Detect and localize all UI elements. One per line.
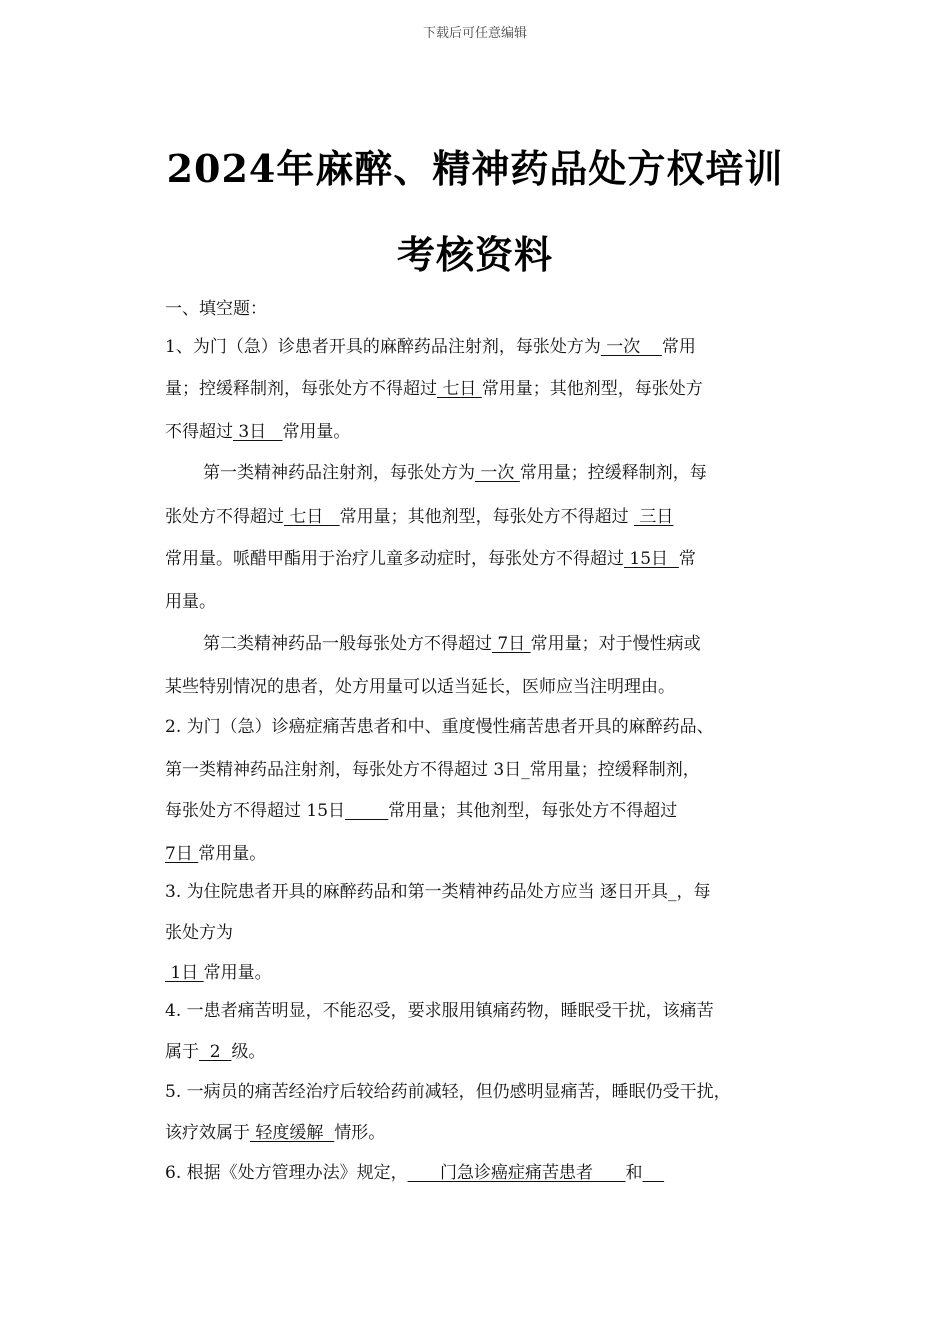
document-title-line-2: 考核资料 (396, 232, 553, 277)
q4-line-1: 4. 一患者痛苦明显，不能忍受，要求服用镇痛药物，睡眠受干扰，该痛苦 (165, 1001, 714, 1021)
q5-line-1: 5. 一病员的痛苦经治疗后较给药前减轻，但仍感明显痛苦，睡眠仍受干扰， (165, 1082, 731, 1102)
q3-line-2: 张处方为 (165, 923, 233, 943)
q1-answer-6: 三日 (634, 507, 674, 527)
q1-answer-4: 一次 (475, 463, 520, 483)
q1-para2-line-2: 张处方不得超过 七日 常用量；其他剂型，每张处方不得超过 三日 (165, 507, 674, 527)
q2-line-1: 2. 为门（急）诊癌症痛苦患者和中、重度慢性痛苦患者开具的麻醉药品、 (165, 717, 714, 737)
q6-line-1: 6. 根据《处方管理办法》规定， 门急诊癌症痛苦患者 和 (165, 1162, 795, 1184)
q1-answer-5: 七日 (284, 507, 340, 527)
q1-para2-line-3: 常用量。哌醋甲酯用于治疗儿童多动症时，每张处方不得超过 15日 常 (165, 549, 696, 569)
q1-para2-line-1: 第一类精神药品注射剂，每张处方为 一次 常用量；控缓释制剂，每 (203, 463, 707, 483)
q2-answer: 7日 (165, 844, 199, 864)
q1-answer-2: 七日 (437, 379, 482, 399)
q6-blank-2 (642, 1163, 664, 1183)
q1-para3-line-2: 某些特别情况的患者，处方用量可以适当延长，医师应当注明理由。 (165, 677, 675, 697)
q2-blank (345, 801, 388, 821)
q3-line-1: 3. 为住院患者开具的麻醉药品和第一类精神药品处方应当 逐日开具_，每 (165, 882, 711, 902)
document-title-line-1: 2024年麻醉、精神药品处方权培训 (166, 146, 784, 191)
q5-answer: 轻度缓解 (250, 1123, 335, 1143)
q6-answer-1: 门急诊癌症痛苦患者 (407, 1163, 626, 1183)
q5-line-2: 该疗效属于 轻度缓解 情形。 (165, 1123, 386, 1143)
q3-answer: 1日 (165, 963, 204, 983)
q1-answer-8: 7日 (492, 634, 531, 654)
q3-line-3: 1日 常用量。 (165, 963, 272, 983)
q1-para3-line-1: 第二类精神药品一般每张处方不得超过 7日 常用量；对于慢性病或 (203, 634, 701, 654)
q1-line-1: 1、为门（急）诊患者开具的麻醉药品注射剂，每张处方为 一次 常用 (165, 337, 696, 357)
q4-line-2: 属于 2 级。 (165, 1042, 266, 1062)
q1-line-2: 量；控缓释制剂，每张处方不得超过 七日 常用量；其他剂型，每张处方 (165, 379, 703, 399)
q1-line-3: 不得超过 3日 常用量。 (165, 422, 351, 442)
page-header: 下载后可任意编辑 (422, 26, 527, 41)
q1-answer-7: 15日 (624, 549, 679, 569)
section-heading: 一、填空题： (165, 299, 267, 319)
q2-line-3: 每张处方不得超过 15日 常用量；其他剂型，每张处方不得超过 (165, 801, 678, 821)
q2-line-4: 7日 常用量。 (165, 844, 267, 864)
q1-answer-3: 3日 (233, 422, 283, 442)
q4-answer: 2 (199, 1042, 232, 1062)
q1-answer-1: 一次 (600, 337, 662, 357)
q1-para2-line-4: 用量。 (165, 592, 216, 612)
q2-line-2: 第一类精神药品注射剂，每张处方不得超过 3日_常用量；控缓释制剂， (165, 760, 700, 780)
